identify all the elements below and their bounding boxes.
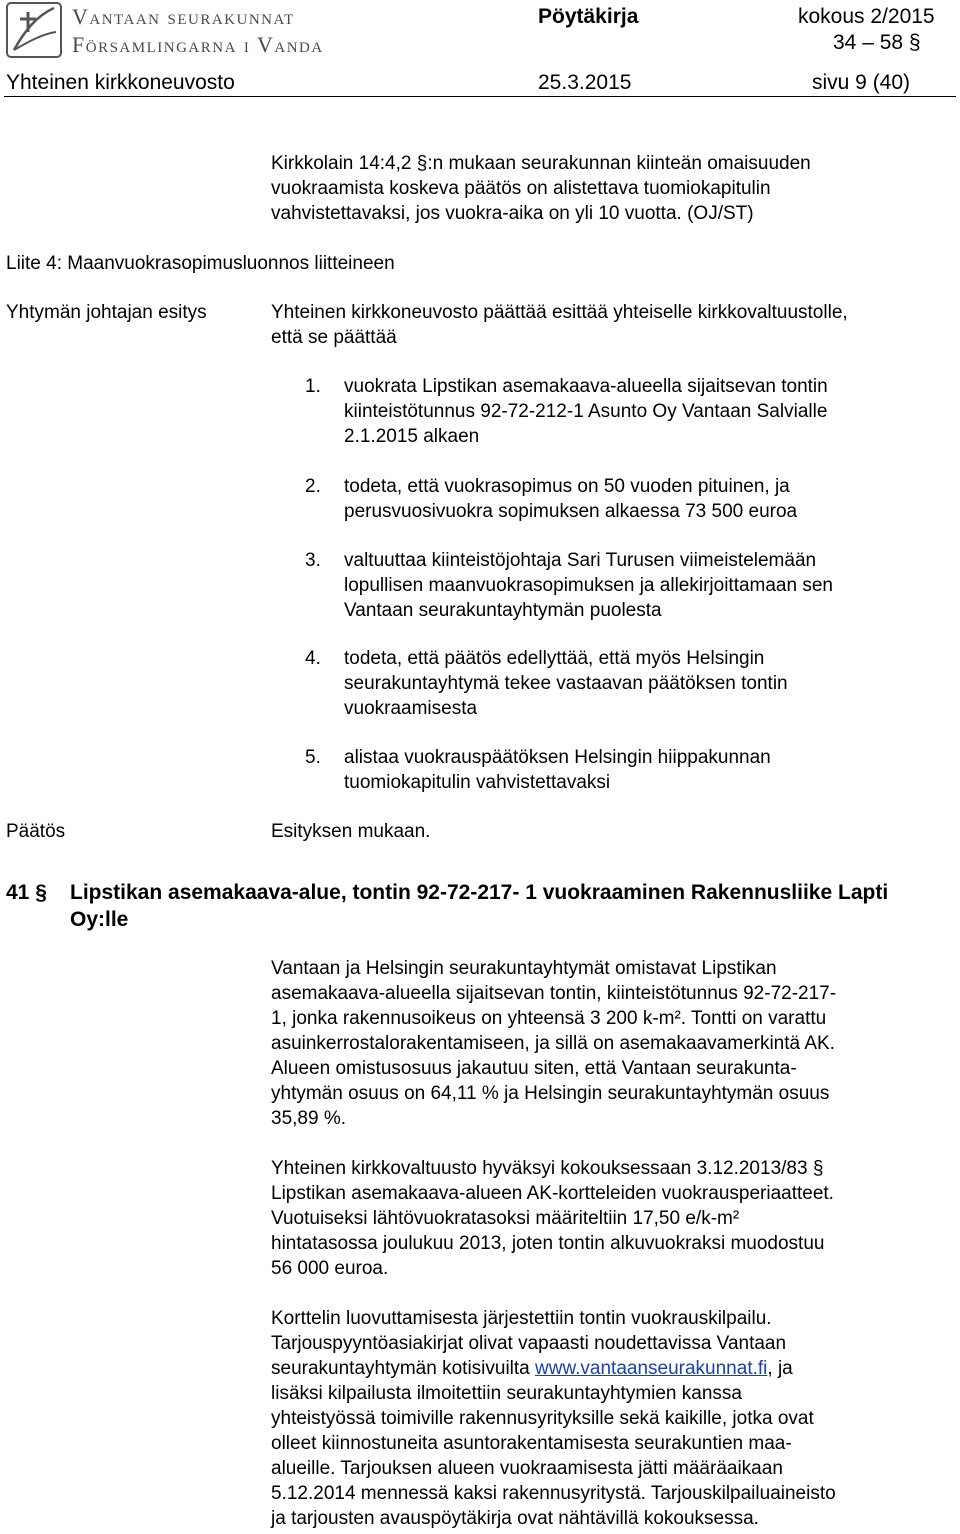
church-logo-icon [6, 2, 62, 58]
text-line: 1, jonka rakennusoikeus on yhteensä 3 200 k-m². Tontti on varattu [271, 1008, 827, 1029]
paragraph-rent-principles [271, 1156, 955, 1281]
list-item [344, 374, 956, 449]
section-number: 41 § [6, 881, 47, 904]
text-line: Lipstikan asemakaava-alueen AK-kortteleiden vuokrausperiaatteet. [271, 1183, 834, 1204]
item-number: 4. [305, 648, 321, 669]
text-line: perusvuosivuokra sopimuksen alkaessa 73 500 euroa [344, 501, 798, 522]
text-line: seurakuntayhtymä tekee vastaavan päätöksen tontin [344, 673, 788, 694]
website-link[interactable]: www.vantaanseurakunnat.fi [535, 1358, 768, 1379]
text-line: Oy:lle [70, 908, 129, 931]
item-number: 1. [305, 376, 321, 397]
text-span: , ja [767, 1358, 793, 1379]
text-line: hintatasossa joulukuu 2013, joten tontin alkuvuokraksi muodostuu [271, 1233, 825, 1254]
text-line: 56 000 euroa. [271, 1258, 389, 1279]
list-item [344, 646, 956, 721]
page-number: sivu 9 (40) [812, 71, 911, 94]
header-divider [4, 96, 956, 97]
proposal-text [271, 300, 955, 350]
text-line: kiinteistötunnus 92-72-212-1 Asunto Oy Vantaan Salvialle [344, 401, 828, 422]
item-number: 3. [305, 550, 321, 571]
document-type: Pöytäkirja [538, 5, 639, 28]
text-line: alistaa vuokrauspäätöksen Helsingin hiippakunnan [344, 747, 771, 768]
meeting-date: 25.3.2015 [538, 71, 632, 94]
text-line: Tarjouspyyntöasiakirjat olivat vapaasti noudettavissa Vantaan [271, 1333, 787, 1354]
decision-text: Esityksen mukaan. [271, 821, 431, 842]
text-line: todeta, että vuokrasopimus on 50 vuoden pituinen, ja [344, 476, 790, 497]
text-line: asemakaava-alueella sijaitsevan tontin, kiinteistötunnus 92-72-217- [271, 983, 837, 1004]
paragraph-competition [271, 1306, 955, 1531]
text-line: lopullisen maanvuokrasopimuksen ja allekirjoittamaan sen [344, 575, 833, 596]
list-item [344, 548, 956, 623]
decision-label: Päätös [6, 821, 66, 842]
text-line: Korttelin luovuttamisesta järjestettiin tontin vuokrauskilpailu. [271, 1308, 772, 1329]
text-line: Yhteinen kirkkovaltuusto hyväksyi kokouksessaan 3.12.2013/83 § [271, 1158, 824, 1179]
text-line: Vantaan ja Helsingin seurakuntayhtymät omistavat Lipstikan [271, 958, 777, 979]
text-line: olleet kiinnostuneita asuntorakentamisesta seurakuntien maa- [271, 1433, 792, 1454]
text-line: vuokraamista koskeva päätös on alistettava tuomiokapitulin [271, 178, 771, 199]
text-line: Vantaan seurakuntayhtymän puolesta [344, 600, 662, 621]
text-line: lisäksi kilpailusta ilmoitettiin seurakuntayhtymien kanssa [271, 1383, 742, 1404]
text-span: seurakuntayhtymän kotisivuilta [271, 1358, 536, 1379]
text-line: yhtymän osuus on 64,11 % ja Helsingin seurakuntayhtymän osuus [271, 1083, 830, 1104]
text-line: vuokrata Lipstikan asemakaava-alueella sijaitsevan tontin [344, 376, 828, 397]
text-line: vuokraamisesta [344, 698, 478, 719]
text-line: 35,89 %. [271, 1108, 346, 1129]
text-line [271, 1356, 955, 1381]
text-line: asuinkerrostalorakentamiseen, ja sillä on asemakaavamerkintä AK. [271, 1033, 835, 1054]
item-number: 2. [305, 476, 321, 497]
org-name-finnish: Vantaan seurakunnat [72, 4, 295, 29]
text-line: alueille. Tarjouksen alueen vuokraamisesta jätti määräaikaan [271, 1458, 783, 1479]
text-line: todeta, että päätös edellyttää, että myös Helsingin [344, 648, 765, 669]
paragraph-ownership [271, 956, 955, 1131]
proposal-label: Yhtymän johtajan esitys [6, 302, 207, 323]
text-line: yhteistyössä toimiville rakennusyrityksille sekä kaikille, jotka ovat [271, 1408, 814, 1429]
section-title [70, 879, 960, 933]
text-line: Vuotuiseksi lähtövuokratasoksi määriteltiin 17,50 e/k-m² [271, 1208, 740, 1229]
text-line: ja tarjousten avauspöytäkirja ovat nähtävillä kokouksessa. [271, 1508, 759, 1529]
text-line: valtuuttaa kiinteistöjohtaja Sari Turusen viimeistelemään [344, 550, 817, 571]
list-item [344, 745, 956, 795]
text-line: Kirkkolain 14:4,2 §:n mukaan seurakunnan kiinteän omaisuuden [271, 153, 811, 174]
text-line: 2.1.2015 alkaen [344, 426, 480, 447]
text-line: että se päättää [271, 327, 397, 348]
item-number: 5. [305, 747, 321, 768]
intro-paragraph [271, 151, 955, 226]
text-line: 5.12.2014 mennessä kaksi rakennusyritystä. Tarjouskilpailuaineisto [271, 1483, 836, 1504]
attachment-note: Liite 4: Maanvuokrasopimusluonnos liitteineen [6, 253, 395, 274]
text-line: Yhteinen kirkkoneuvosto päättää esittää yhteiselle kirkkovaltuustolle, [271, 302, 848, 323]
text-line: Lipstikan asemakaava-alue, tontin 92-72-217- 1 vuokraaminen Rakennusliike Lapti [70, 881, 889, 904]
list-item [344, 474, 956, 524]
text-line: Alueen omistusosuus jakautuu siten, että Vantaan seurakunta- [271, 1058, 797, 1079]
text-line: vahvistettavaksi, jos vuokra-aika on yli 10 vuotta. (OJ/ST) [271, 203, 754, 224]
meeting-number: kokous 2/2015 [798, 5, 935, 28]
text-line: tuomiokapitulin vahvistettavaksi [344, 772, 611, 793]
org-name-swedish: Församlingarna i Vanda [72, 32, 324, 57]
section-range: 34 – 58 § [833, 31, 921, 54]
body-name: Yhteinen kirkkoneuvosto [6, 71, 235, 94]
